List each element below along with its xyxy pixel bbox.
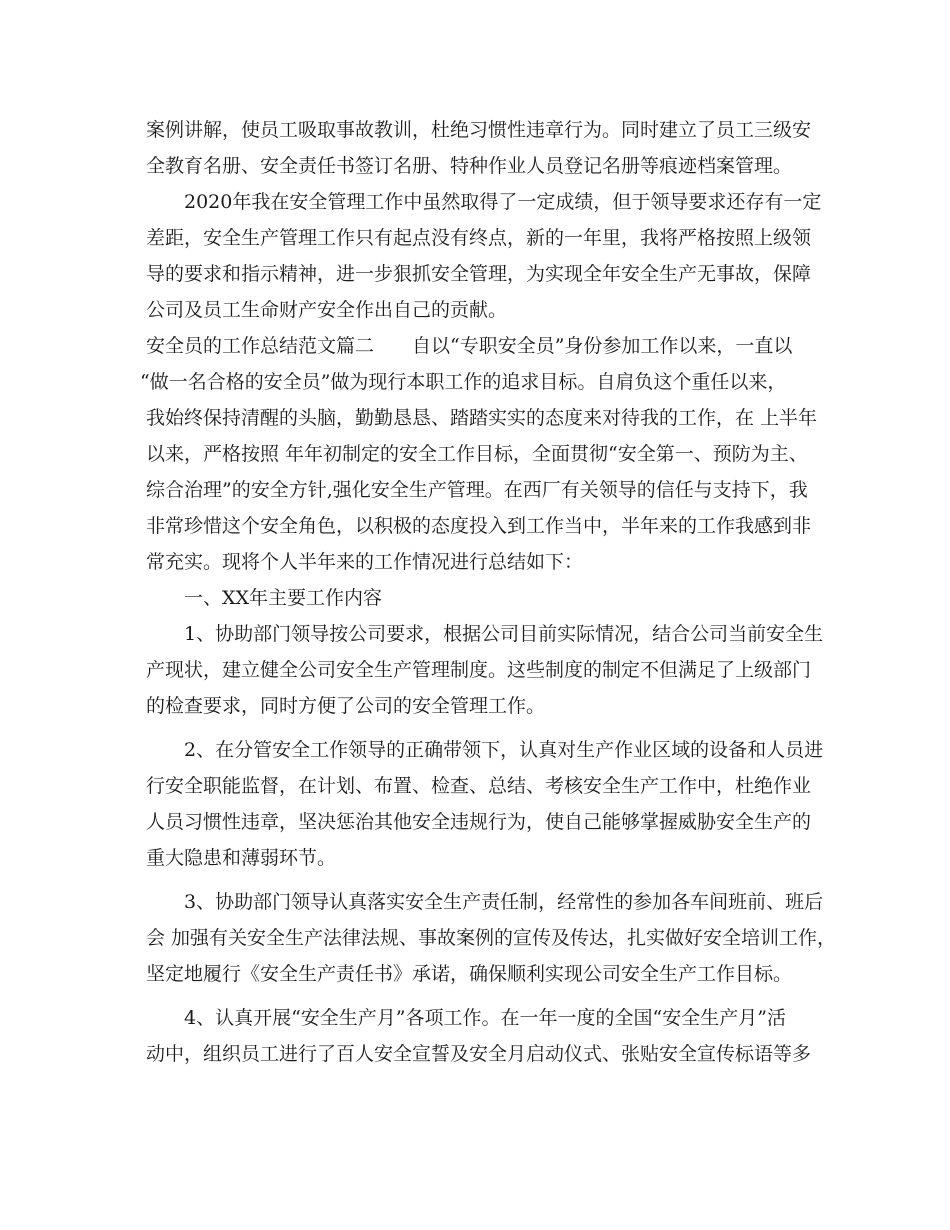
text-line: 差距，安全生产管理工作只有起点没有终点，新的一年里，我将严格按照上级领 [146, 227, 812, 249]
text-line: 3、协助部门领导认真落实安全生产责任制，经常性的参加各车间班前、班后 [184, 891, 824, 913]
text-line: 人员习惯性违章，坚决惩治其他安全违规行为，使自己能够掌握威胁安全生产的 [146, 811, 812, 833]
text-line: “做一名合格的安全员”做为现行本职工作的追求目标。自肩负这个重任以来， [140, 371, 787, 393]
text-line: 产现状，建立健全公司安全生产管理制度。这些制度的制定不但满足了上级部门 [146, 659, 812, 681]
text-line: 的检查要求，同时方便了公司的安全管理工作。 [146, 695, 546, 717]
text-line: 以来，严格按照 年年初制定的安全工作目标，全面贯彻“安全第一、预防为主、 [146, 443, 808, 465]
text-line: 动中，组织员工进行了百人安全宣誓及安全月启动仪式、张贴安全宣传标语等多 [146, 1043, 812, 1065]
text-line: 2020年我在安全管理工作中虽然取得了一定成绩，但于领导要求还存有一定 [184, 191, 822, 213]
text-line: 4、认真开展“安全生产月”各项工作。在一年一度的全国“安全生产月”活 [184, 1007, 786, 1029]
text-line: 2、在分管安全工作领导的正确带领下，认真对生产作业区域的设备和人员进 [184, 739, 824, 761]
text-line: 案例讲解，使员工吸取事故教训，杜绝习惯性违章行为。同时建立了员工三级安 [146, 119, 812, 141]
text-line: 常充实。现将个人半年来的工作情况进行总结如下： [146, 551, 584, 573]
text-line: 全教育名册、安全责任书签订名册、特种作业人员登记名册等痕迹档案管理。 [146, 155, 793, 177]
text-line: 1、协助部门领导按公司要求，根据公司目前实际情况，结合公司当前安全生 [184, 623, 824, 645]
section-heading-line: 安全员的工作总结范文篇二 自以“专职安全员”身份参加工作以来，一直以 [146, 335, 793, 357]
text-line: 导的要求和指示精神，进一步狠抓安全管理，为实现全年安全生产无事故，保障 [146, 263, 812, 285]
text-line: 我始终保持清醒的头脑，勤勤恳恳、踏踏实实的态度来对待我的工作，在 上半年 [146, 407, 818, 429]
text-line: 行安全职能监督，在计划、布置、检查、总结、考核安全生产工作中，杜绝作业 [146, 775, 812, 797]
text-line: 非常珍惜这个安全角色，以积极的态度投入到工作当中，半年来的工作我感到非 [146, 515, 812, 537]
text-line: 会 加强有关安全生产法律法规、事故案例的宣传及传达，扎实做好安全培训工作， [146, 927, 837, 949]
subheading-line: 一、XX年主要工作内容 [184, 587, 383, 609]
text-line: 公司及员工生命财产安全作出自己的贡献。 [146, 299, 508, 321]
text-line: 综合治理”的安全方针,强化安全生产管理。在西厂有关领导的信任与支持下，我 [146, 479, 808, 501]
text-line: 坚定地履行《安全生产责任书》承诺，确保顺利实现公司安全生产工作目标。 [146, 963, 793, 985]
text-line: 重大隐患和薄弱环节。 [146, 847, 337, 869]
